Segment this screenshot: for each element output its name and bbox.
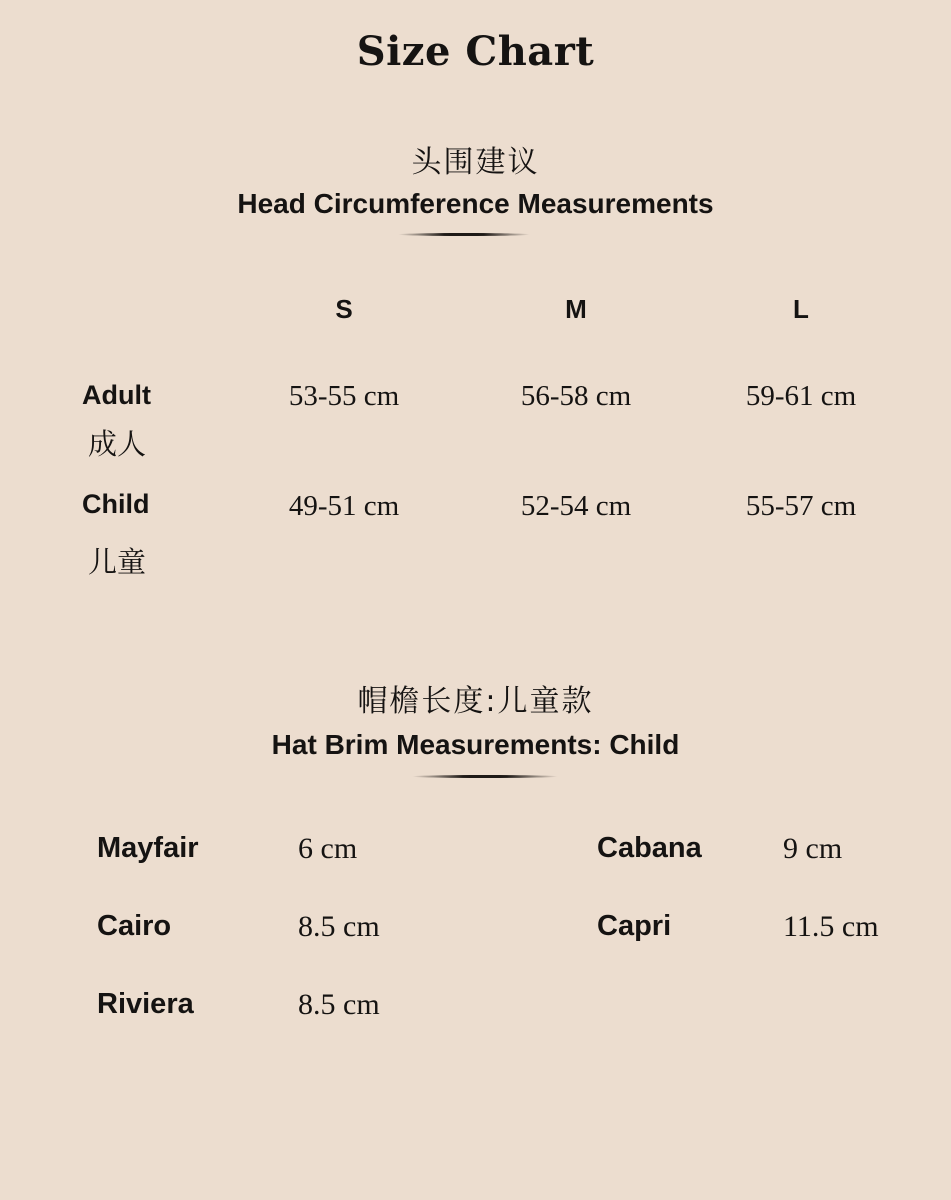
brim-value: 8.5 cm	[298, 988, 380, 1021]
brim-section-divider	[412, 775, 558, 778]
brim-section-title-en: Hat Brim Measurements: Child	[271, 729, 680, 760]
page-title: Size Chart	[356, 28, 595, 75]
brim-value: 11.5 cm	[783, 910, 879, 943]
cell-adult-l: 59-61 cm	[745, 380, 857, 412]
brim-value: 6 cm	[298, 832, 358, 865]
head-section-title-en: Head Circumference Measurements	[237, 188, 714, 219]
cell-adult-m: 56-58 cm	[520, 380, 632, 412]
head-section-title-zh: 头围建议	[411, 145, 540, 180]
cell-adult-s: 53-55 cm	[288, 380, 400, 412]
head-section-divider	[398, 233, 530, 236]
column-header-m: M	[565, 294, 587, 324]
brim-value: 8.5 cm	[298, 910, 380, 943]
row-label-child: Child	[82, 489, 150, 519]
brim-value: 9 cm	[783, 832, 843, 865]
cell-child-m: 52-54 cm	[520, 490, 632, 522]
brim-name: Mayfair	[97, 832, 199, 864]
brim-name: Cabana	[597, 832, 702, 864]
column-header-l: L	[793, 294, 809, 324]
brim-name: Riviera	[97, 988, 194, 1020]
row-label-adult: Adult	[82, 380, 151, 410]
cell-child-s: 49-51 cm	[288, 490, 400, 522]
brim-section-title-zh: 帽檐长度:儿童款	[357, 684, 594, 719]
row-label-adult-zh: 成人	[88, 427, 147, 461]
column-header-s: S	[335, 294, 353, 324]
row-label-child-zh: 儿童	[88, 545, 147, 579]
brim-name: Cairo	[97, 910, 172, 942]
cell-child-l: 55-57 cm	[745, 490, 857, 522]
brim-name: Capri	[597, 910, 672, 942]
